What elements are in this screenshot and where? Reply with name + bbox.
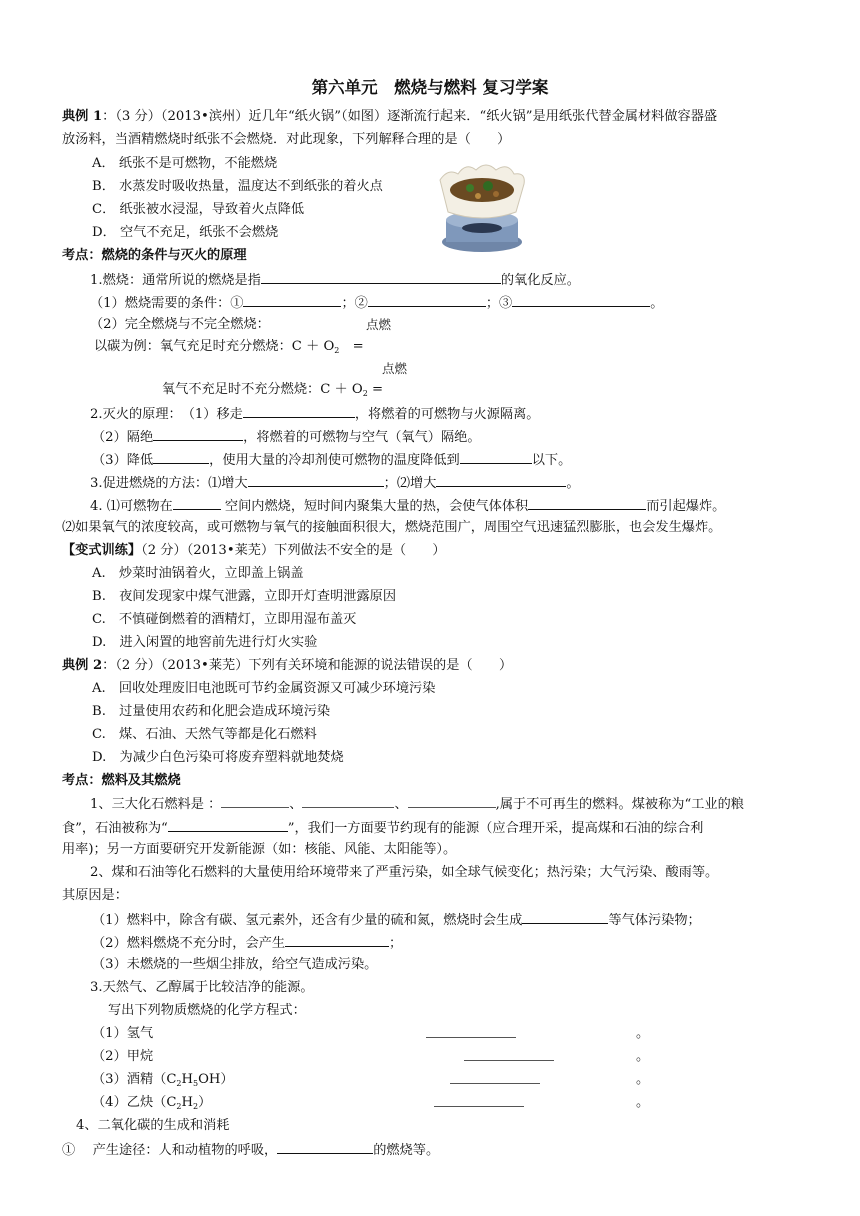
explosion-1-a: 4. ⑴可燃物在 bbox=[90, 499, 173, 514]
explosion-1-b: 空间内燃烧，短时间内聚集大量的热，会使气体体积 bbox=[220, 499, 529, 514]
promote-c: 。 bbox=[566, 476, 580, 491]
blank-fuel-3[interactable] bbox=[408, 795, 496, 808]
promote-a: 3.促进燃烧的方法：⑴增大 bbox=[90, 476, 248, 491]
blank-eq-acetylene[interactable] bbox=[434, 1094, 524, 1107]
eq-hydrogen-end: 。 bbox=[636, 1026, 650, 1041]
pollution-line2: 其原因是： bbox=[62, 888, 128, 903]
co2-source-b: 的燃烧等。 bbox=[373, 1143, 440, 1158]
extinguish-3 bbox=[92, 450, 571, 470]
eq-ethanol-label bbox=[92, 1071, 234, 1093]
extinguish-3-c: 以下。 bbox=[531, 453, 572, 468]
promote-b: ；⑵增大 bbox=[383, 476, 437, 491]
reason-2 bbox=[92, 933, 402, 953]
blank-volume[interactable] bbox=[528, 496, 646, 510]
eq-ethanol-text: （3）酒精（C bbox=[92, 1072, 177, 1087]
fossil-fuel-line3: 用率)；另一方面要研究开发新能源（如：核能、风能、太阳能等）。 bbox=[62, 842, 457, 857]
blank-lower[interactable] bbox=[153, 450, 209, 464]
blank-condition-1[interactable] bbox=[243, 293, 341, 307]
example2-line: ：（2 分）（2013•莱芜）下列有关环境和能源的说法错误的是（ ） bbox=[102, 658, 513, 673]
example2-stem bbox=[62, 657, 512, 675]
kp1-q1-b: 的氧化反应。 bbox=[500, 273, 580, 288]
eq-ethanol-sub1: 2 bbox=[176, 1079, 182, 1088]
promote-combustion bbox=[90, 473, 580, 493]
kp1-q2-c: ；③ bbox=[485, 296, 513, 311]
eq-acetylene-mid: H bbox=[181, 1095, 194, 1110]
ignite-label-2: 点燃 bbox=[382, 361, 408, 376]
variant-line: （2 分）（2013•莱芜）下列做法不安全的是（ ） bbox=[141, 543, 446, 558]
blank-eq-ethanol[interactable] bbox=[450, 1071, 540, 1084]
kp1-q1-a: 1.燃烧：通常所说的燃烧是指 bbox=[90, 273, 261, 288]
example1-option-b: B． 水蒸发时吸收热量，温度达不到纸张的着火点 bbox=[92, 179, 383, 194]
example1-option-c: C． 纸张被水浸湿，导致着火点降低 bbox=[92, 202, 305, 217]
kp1-q2 bbox=[90, 293, 663, 313]
example1-line2: 放汤料，当酒精燃烧时纸张不会燃烧．对此现象，下列解释合理的是（ ） bbox=[62, 132, 511, 147]
blank-below[interactable] bbox=[460, 450, 532, 464]
clean-energy: 3.天然气、乙醇属于比较洁净的能源。 bbox=[90, 980, 314, 995]
extinguish-2-a: （2）隔绝 bbox=[92, 430, 154, 445]
eq-methane-end: 。 bbox=[636, 1049, 650, 1064]
variant-label: 【变式训练】 bbox=[62, 543, 142, 558]
eq-acetylene-text: （4）乙炔（C bbox=[92, 1095, 177, 1110]
eq-ethanol-end: 。 bbox=[636, 1072, 650, 1087]
extinguish-1 bbox=[90, 404, 539, 424]
eq-acetylene-sub1: 2 bbox=[176, 1102, 182, 1111]
variant-stem bbox=[62, 542, 446, 560]
reason-2-b: ； bbox=[389, 936, 403, 951]
write-equations: 写出下列物质燃烧的化学方程式： bbox=[108, 1003, 306, 1018]
example1-option-d: D． 空气不充足，纸张不会燃烧 bbox=[92, 225, 279, 240]
variant-option-b: B. 夜间发现家中煤气泄露，立即开灯查明泄露原因 bbox=[92, 589, 397, 604]
ignite-label-1: 点燃 bbox=[366, 317, 392, 332]
carbon-partial-text: 氧气不充足时不充分燃烧：C ＋ O bbox=[162, 382, 363, 397]
fossil-fuel-line1 bbox=[90, 795, 744, 814]
fossil-d: ,属于不可再生的燃料。煤被称为“工业的粮 bbox=[495, 797, 744, 812]
example1-stem bbox=[62, 108, 717, 126]
eq-ethanol-sub2: 5 bbox=[193, 1079, 199, 1088]
fossil-e: 食”，石油被称为“ bbox=[62, 821, 168, 836]
carbon-partial-sub: 2 bbox=[362, 389, 368, 398]
kp1-q2-d: 。 bbox=[650, 296, 664, 311]
extinguish-3-a: （3）降低 bbox=[92, 453, 154, 468]
example2-option-a: A. 回收处理废旧电池既可节约金属资源又可减少环境污染 bbox=[92, 681, 436, 696]
reason-1-a: （1）燃料中，除含有碳、氢元素外，还含有少量的硫和氮，燃烧时会生成 bbox=[92, 913, 523, 928]
extinguish-1-b: ，将燃着的可燃物与火源隔离。 bbox=[354, 407, 540, 422]
blank-remove[interactable] bbox=[243, 404, 355, 418]
carbon-partial-combustion bbox=[162, 381, 383, 403]
fossil-sep1: 、 bbox=[289, 797, 303, 812]
co2-source-a: ① 产生途径：人和动植物的呼吸， bbox=[62, 1143, 278, 1158]
pollution-line1: 2、煤和石油等化石燃料的大量使用给环境带来了严重污染，如全球气候变化；热污染；大气污染、酸雨等。 bbox=[90, 865, 719, 880]
explosion-2: ⑵如果氧气的浓度较高，或可燃物与氧气的接触面积很大，燃烧范围广，周围空气迅速猛烈膨胀，也会发生爆炸。 bbox=[62, 520, 722, 535]
carbon-full-eq: = bbox=[339, 339, 364, 354]
kp2-heading: 考点：燃料及其燃烧 bbox=[62, 773, 181, 788]
blank-co2-source[interactable] bbox=[277, 1140, 373, 1154]
eq-ethanol-tail: OH） bbox=[198, 1072, 234, 1087]
explosion-1 bbox=[90, 496, 725, 516]
paper-hotpot-image bbox=[436, 150, 528, 254]
reason-2-a: （2）燃料燃烧不充分时，会产生 bbox=[92, 936, 286, 951]
carbon-full-combustion bbox=[94, 338, 364, 360]
eq-acetylene-end: 。 bbox=[636, 1095, 650, 1110]
fossil-fuel-line2 bbox=[62, 818, 703, 838]
fossil-a: 1、三大化石燃料是 ： bbox=[90, 797, 222, 812]
carbon-full-text: 以碳为例：氧气充足时充分燃烧：C ＋ O bbox=[94, 339, 335, 354]
kp1-q3: （2）完全燃烧与不完全燃烧： bbox=[90, 317, 270, 332]
blank-eq-hydrogen[interactable] bbox=[426, 1025, 516, 1038]
example1-option-a: A． 纸张不是可燃物，不能燃烧 bbox=[92, 156, 278, 171]
blank-fuel-1[interactable] bbox=[221, 795, 289, 808]
extinguish-1-a: 2.灭火的原理： （1）移走 bbox=[90, 407, 243, 422]
variant-option-d: D. 进入闲置的地窖前先进行灯火实验 bbox=[92, 635, 318, 650]
example2-option-c: C. 煤、石油、天然气等都是化石燃料 bbox=[92, 727, 317, 742]
eq-methane-label: （2）甲烷 bbox=[92, 1049, 154, 1064]
carbon-partial-eq: = bbox=[367, 382, 384, 397]
reason-3: （3）未燃烧的一些烟尘排放，给空气造成污染。 bbox=[92, 957, 378, 972]
blank-gas-pollutants[interactable] bbox=[522, 910, 608, 924]
example2-label: 典例 2 bbox=[62, 658, 103, 673]
extinguish-2 bbox=[92, 427, 481, 447]
co2-heading: 4、二氧化碳的生成和消耗 bbox=[76, 1118, 230, 1133]
variant-option-a: A. 炒菜时油锅着火，立即盖上锅盖 bbox=[92, 566, 304, 581]
eq-acetylene-sub2: 2 bbox=[193, 1102, 199, 1111]
kp1-q1 bbox=[90, 270, 580, 290]
carbon-full-sub: 2 bbox=[334, 346, 340, 355]
co2-source bbox=[62, 1140, 439, 1160]
extinguish-3-b: ，使用大量的冷却剂使可燃物的温度降低到 bbox=[209, 453, 460, 468]
example2-option-b: B. 过量使用农药和化肥会造成环境污染 bbox=[92, 704, 331, 719]
blank-incomplete-product[interactable] bbox=[285, 933, 389, 947]
kp1-q2-a: （1）燃烧需要的条件：① bbox=[90, 296, 244, 311]
kp1-heading: 考点：燃烧的条件与灭火的原理 bbox=[62, 248, 247, 263]
blank-space[interactable] bbox=[173, 496, 221, 510]
page-title: 第六单元 燃烧与燃料 复习学案 bbox=[311, 78, 549, 97]
blank-isolate[interactable] bbox=[153, 427, 243, 441]
reason-1-b: 等气体污染物； bbox=[608, 913, 701, 928]
fossil-f: ”，我们一方面要节约现有的能源（应合理开采，提高煤和石油的综合利 bbox=[287, 821, 704, 836]
example1-line1: ：（3 分）（2013•滨州）近几年“纸火锅”（如图）逐渐流行起来．“纸火锅”是用纸张代替金属材料做容器盛 bbox=[102, 109, 718, 124]
explosion-1-c: 而引起爆炸。 bbox=[646, 499, 726, 514]
blank-fuel-2[interactable] bbox=[302, 795, 394, 808]
blank-increase-1[interactable] bbox=[248, 473, 384, 487]
blank-condition-3[interactable] bbox=[512, 293, 650, 307]
eq-acetylene-label bbox=[92, 1094, 211, 1116]
fossil-sep2: 、 bbox=[394, 797, 408, 812]
kp1-q2-b: ；② bbox=[341, 296, 368, 311]
reason-1 bbox=[92, 910, 701, 930]
eq-ethanol-mid: H bbox=[181, 1072, 194, 1087]
variant-option-c: C. 不慎碰倒燃着的酒精灯，立即用湿布盖灭 bbox=[92, 612, 357, 627]
eq-acetylene-tail: ） bbox=[198, 1095, 212, 1110]
example2-option-d: D. 为减少白色污染可将废弃塑料就地焚烧 bbox=[92, 750, 344, 765]
blank-oil-name[interactable] bbox=[168, 818, 288, 832]
blank-combustion-def[interactable] bbox=[261, 270, 501, 284]
blank-eq-methane[interactable] bbox=[464, 1048, 554, 1061]
blank-condition-2[interactable] bbox=[368, 293, 486, 307]
example1-label: 典例 1 bbox=[62, 109, 103, 124]
extinguish-2-b: ，将燃着的可燃物与空气（氧气）隔绝。 bbox=[243, 430, 481, 445]
blank-increase-2[interactable] bbox=[436, 473, 566, 487]
eq-hydrogen-label: （1）氢气 bbox=[92, 1026, 154, 1041]
